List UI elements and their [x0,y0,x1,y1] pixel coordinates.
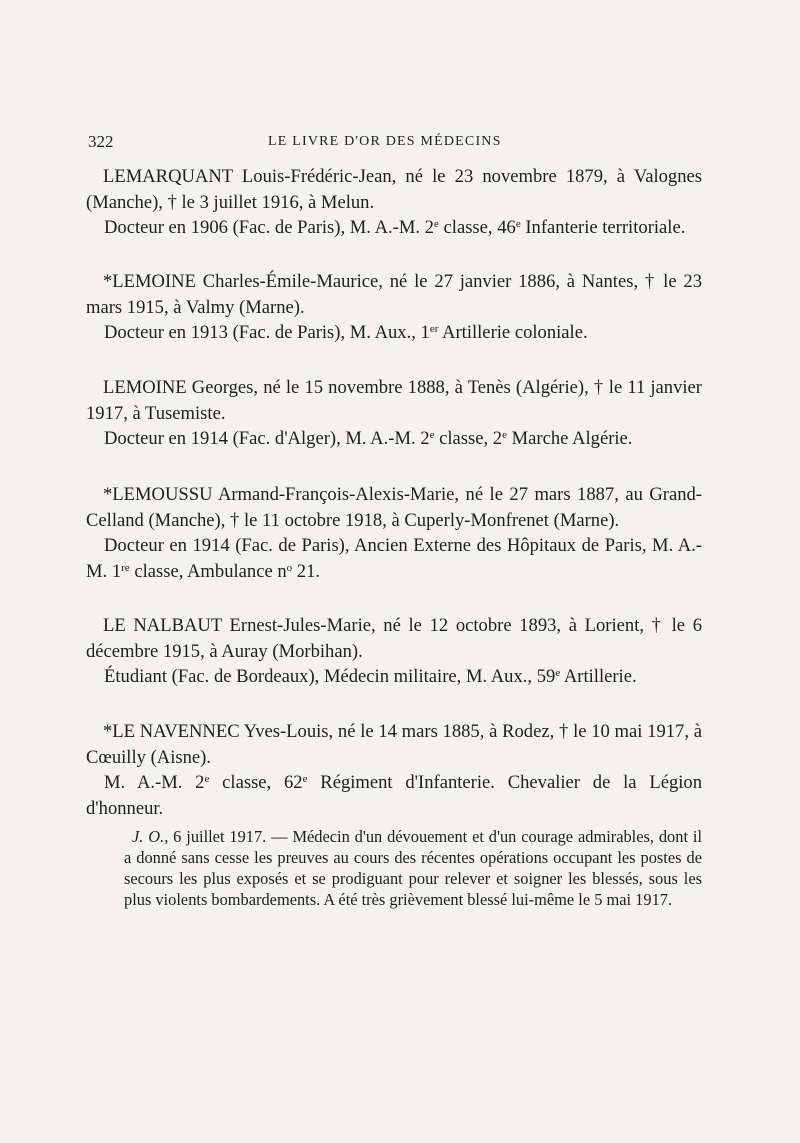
obituary-entry [86,375,702,452]
entry-details: Docteur en 1914 (Fac. de Paris), Ancien Externe des Hôpitaux de Paris, M. A.-M. 1re classe, Ambulance $n^o$ 21. [86,535,702,582]
entry-name-line: *LEMOUSSU Armand-François-Alexis-Marie, né le 27 mars 1887, au Grand-Celland (Manche), † le 11 octobre 1918, à Cuperly-Monfrenet (Marne). [86,484,702,531]
obituary-entry [86,719,702,821]
obituary-entry [86,164,702,241]
obituary-entry [86,269,702,346]
obituary-entry [86,482,702,584]
page-header [88,132,700,156]
entry-details: Docteur en 1906 (Fac. de Paris), M. A.-M. 2e classe, 46e Infanterie territoriale. [104,217,686,238]
obituary-entry [86,613,702,690]
journal-officiel-citation [124,826,702,910]
citation-source: J. O. [132,827,165,846]
running-title: LE LIVRE D'OR DES MÉDECINS [268,134,502,149]
citation-text [124,826,702,910]
entry-details: Docteur en 1913 (Fac. de Paris), M. Aux., 1er Artillerie coloniale. [104,322,588,343]
entry-details: M. A.-M. 2e classe, 62e Régiment d'Infanterie. Chevalier de la Légion d'honneur. [86,772,703,819]
entry-details: Étudiant (Fac. de Bordeaux), Médecin militaire, M. Aux., 59e Artillerie. [104,666,637,687]
page-number: 322 [88,132,114,151]
citation-body: — Médecin d'un dévouement et d'un courage admirables, dont il a donné sans cesse les preuves au cours des récentes opérations occupant les postes de secours les plus exposés et se prodiguant pour relever et soigner les blessés, sous les plus violents bombardements. A été très grièvement blessé lui-même le 5 mai 1917. [124,827,702,909]
entry-name-line: *LE NAVENNEC Yves-Louis, né le 14 mars 1885, à Rodez, † le 10 mai 1917, à Cœuilly (Aisne). [86,721,702,768]
entry-name-line: LE NALBAUT Ernest-Jules-Marie, né le 12 octobre 1893, à Lorient, † le 6 décembre 1915, à Auray (Morbihan). [86,615,702,662]
entry-details: Docteur en 1914 (Fac. d'Alger), M. A.-M. 2e classe, 2e Marche Algérie. [104,428,633,449]
entry-name-line: *LEMOINE Charles-Émile-Maurice, né le 27 janvier 1886, à Nantes, † le 23 mars 1915, à Valmy (Marne). [86,271,702,318]
entry-name-line: LEMOINE Georges, né le 15 novembre 1888, à Tenès (Algérie), † le 11 janvier 1917, à Tusemiste. [86,377,702,424]
entry-name-line: LEMARQUANT Louis-Frédéric-Jean, né le 23 novembre 1879, à Valognes (Manche), † le 3 juillet 1916, à Melun. [86,166,702,213]
citation-date: , 6 juillet 1917. [164,827,267,846]
